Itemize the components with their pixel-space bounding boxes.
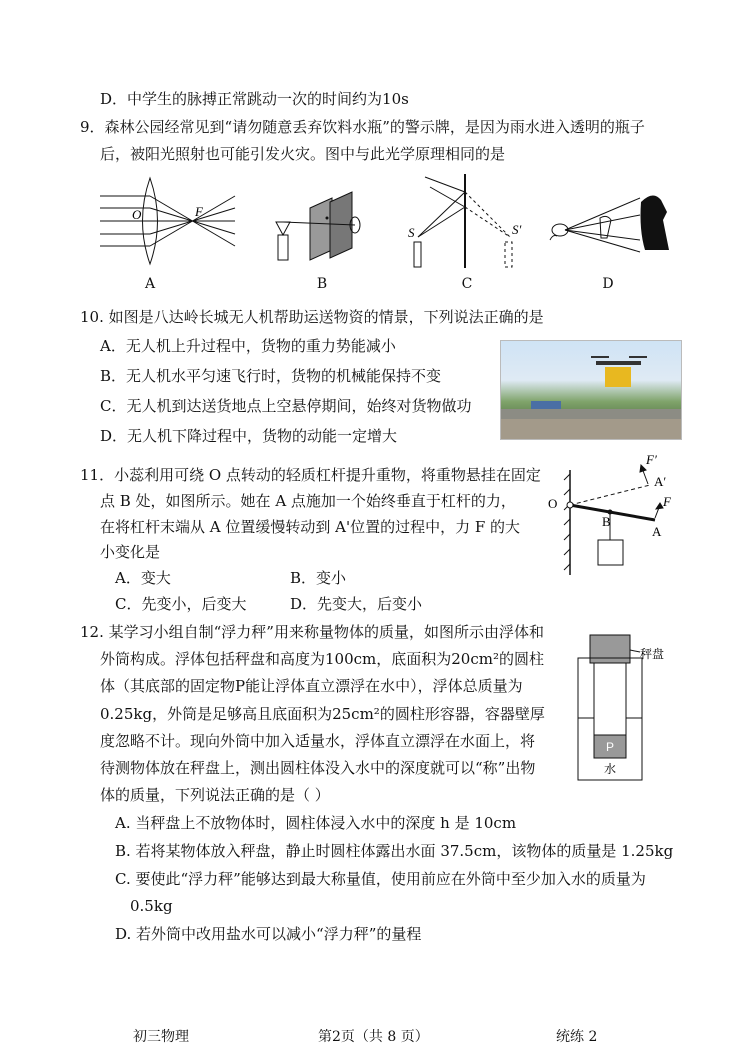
q12-option-d: D. 若外筒中改用盐水可以减小“浮力秤”的量程 bbox=[115, 925, 422, 943]
q11-fig-b: B bbox=[602, 514, 611, 529]
q11-stem-line1: 11．小蕊利用可绕 O 点转动的轻质杠杆提升重物，将重物悬挂在固定 bbox=[80, 466, 541, 484]
q9-fig-label-d: D bbox=[602, 276, 614, 292]
q9-fig-a-o: O bbox=[132, 207, 142, 222]
q11-fig-f: F bbox=[663, 494, 671, 509]
q9-fig-label-a: A bbox=[144, 276, 156, 292]
q11-lever-figure bbox=[540, 450, 680, 580]
q12-option-b: B. 若将某物体放入秤盘，静止时圆柱体露出水面 37.5cm，该物体的质量是 1.25kg bbox=[115, 842, 674, 860]
q11-option-a: A．变大 bbox=[115, 569, 171, 587]
q9-figure-a-convex-lens bbox=[95, 176, 245, 271]
q12-fig-water: 水 bbox=[604, 762, 617, 776]
q12-stem-line5: 度忽略不计。现向外筒中加入适量水，浮体直立漂浮在水面上，将 bbox=[100, 732, 536, 750]
q9-fig-label-c: C bbox=[461, 276, 473, 292]
footer-subject: 初三物理 bbox=[133, 1029, 189, 1045]
q9-stem-line2: 后，被阳光照射也可能引发火灾。图中与此光学原理相同的是 bbox=[100, 145, 506, 163]
footer-exam-name: 统练 2 bbox=[556, 1029, 598, 1045]
q9-fig-label-b: B bbox=[316, 276, 328, 292]
q12-option-c-cont: 0.5kg bbox=[130, 897, 173, 915]
q11-option-b: B．变小 bbox=[290, 569, 347, 587]
q9-figure-b-pinhole bbox=[270, 190, 370, 270]
q12-option-c: C. 要使此“浮力秤”能够达到最大称量值，使用前应在外筒中至少加入水的质量为 bbox=[115, 870, 646, 888]
q11-option-d: D．先变大，后变小 bbox=[290, 595, 423, 613]
q10-option-b: B．无人机水平匀速飞行时，货物的机械能保持不变 bbox=[100, 367, 442, 385]
q12-fig-p: P bbox=[606, 740, 615, 754]
q11-stem-line2: 点 B 处，如图所示。她在 A 点施加一个始终垂直于杠杆的力， bbox=[100, 492, 516, 510]
q10-option-d: D．无人机下降过程中，货物的动能一定增大 bbox=[100, 427, 398, 445]
q9-stem-line1: 9．森林公园经常见到“请勿随意丢弃饮料水瓶”的警示牌，是因为雨水进入透明的瓶子 bbox=[80, 118, 645, 136]
q11-stem-line3: 在将杠杆末端从 A 位置缓慢转动到 A'位置的过程中，力 F 的大 bbox=[100, 518, 521, 536]
q9-fig-a-f: F bbox=[195, 204, 203, 219]
q12-stem-line4: 0.25kg，外筒是足够高且底面积为25cm²的圆柱形容器，容器壁厚 bbox=[100, 705, 545, 723]
q12-stem-line2: 外筒构成。浮体包括秤盘和高度为100cm，底面积为20cm²的圆柱 bbox=[100, 650, 544, 668]
q11-fig-a-prime: A′ bbox=[654, 474, 667, 489]
q12-option-a: A. 当秤盘上不放物体时，圆柱体浸入水中的深度 h 是 10cm bbox=[115, 814, 517, 832]
q11-fig-f-prime: F′ bbox=[646, 452, 657, 467]
q10-option-a: A．无人机上升过程中，货物的重力势能减小 bbox=[100, 337, 396, 355]
q12-fig-pan: 秤盘 bbox=[640, 647, 665, 661]
q9-figure-d-shadow bbox=[545, 190, 675, 260]
footer-page-number: 第2页（共 8 页） bbox=[318, 1029, 429, 1045]
q9-fig-c-s: S bbox=[408, 225, 415, 240]
q8-option-d: D．中学生的脉搏正常跳动一次的时间约为10s bbox=[100, 90, 409, 108]
q11-option-c: C．先变小，后变大 bbox=[115, 595, 247, 613]
q12-stem-line1: 12. 某学习小组自制“浮力秤”用来称量物体的质量，如图所示由浮体和 bbox=[80, 623, 544, 641]
q12-float-scale-figure bbox=[570, 630, 700, 785]
q12-stem-line7: 体的质量，下列说法正确的是（ ） bbox=[100, 786, 330, 804]
q11-fig-o: O bbox=[548, 496, 558, 511]
q12-stem-line3: 体（其底部的固定物P能让浮体直立漂浮在水中），浮体总质量为 bbox=[100, 677, 523, 695]
q9-fig-c-s-prime: S′ bbox=[512, 222, 522, 237]
q10-drone-photo bbox=[500, 340, 682, 440]
q11-fig-a: A bbox=[652, 524, 662, 539]
q9-figure-c-plane-mirror bbox=[400, 172, 530, 270]
q10-option-c: C．无人机到达送货地点上空悬停期间，始终对货物做功 bbox=[100, 397, 472, 415]
q12-stem-line6: 待测物体放在秤盘上，测出圆柱体没入水中的深度就可以“称”出物 bbox=[100, 759, 536, 777]
q10-stem: 10. 如图是八达岭长城无人机帮助运送物资的情景，下列说法正确的是 bbox=[80, 308, 544, 326]
q11-stem-line4: 小变化是 bbox=[100, 543, 161, 561]
